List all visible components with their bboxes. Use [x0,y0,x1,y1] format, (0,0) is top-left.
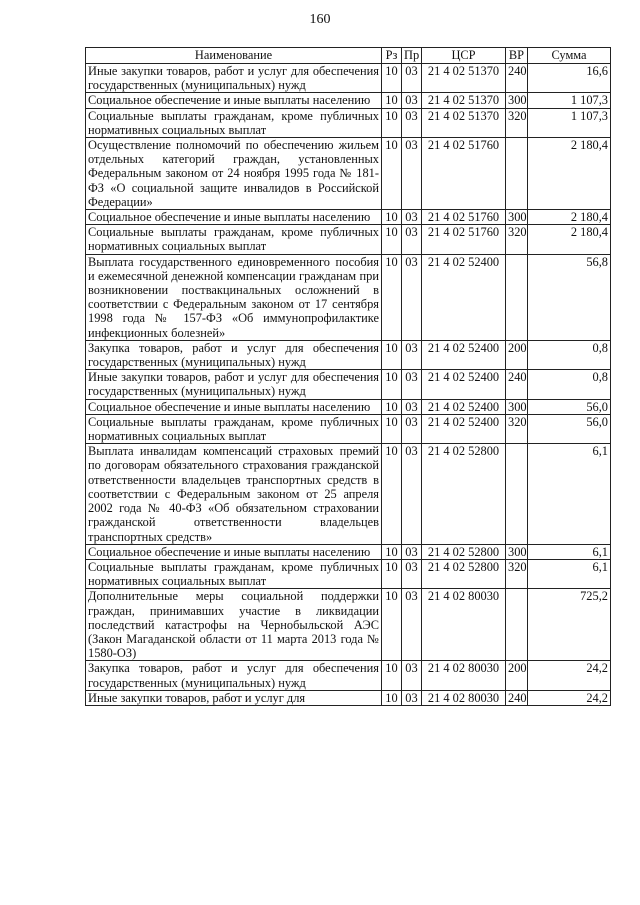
cell-pr: 03 [402,444,422,544]
cell-rz: 10 [382,254,402,340]
cell-vr [506,589,528,661]
cell-name: Социальные выплаты гражданам, кроме публичных нормативных социальных выплат [86,414,382,443]
table-row [86,399,611,414]
cell-sum: 0,8 [528,370,611,399]
cell-sum: 0,8 [528,340,611,369]
cell-name: Выплата инвалидам компенсаций страховых премий по договорам обязательного страхования гражданской ответственности владельцев транспортных средств в соответствии с Федеральным законом от 25 апреля 2002 года № 40-ФЗ «Об обязательном страховании гражданской ответственности владельцев транспортных средств» [86,444,382,544]
cell-pr: 03 [402,661,422,690]
cell-csr: 21 4 02 51760 [422,138,506,210]
cell-csr: 21 4 02 51760 [422,225,506,254]
cell-vr: 320 [506,108,528,137]
cell-rz: 10 [382,414,402,443]
cell-rz: 10 [382,690,402,705]
table-row [86,254,611,340]
cell-pr: 03 [402,64,422,93]
cell-name: Выплата государственного единовременного пособия и ежемесячной денежной компенсации гражданам при возникновении поствакцинальных осложнений в соответствии с Федеральным законом от 17 сентября 1998 года № 157-ФЗ «Об иммунопрофилактике инфекционных болезней» [86,254,382,340]
cell-sum: 2 180,4 [528,138,611,210]
cell-rz: 10 [382,370,402,399]
cell-csr: 21 4 02 52400 [422,370,506,399]
cell-rz: 10 [382,661,402,690]
page-number: 160 [309,12,331,27]
cell-sum: 56,8 [528,254,611,340]
cell-sum: 6,1 [528,444,611,544]
cell-vr [506,138,528,210]
column-header-vr: ВР [506,48,528,64]
cell-sum: 24,2 [528,661,611,690]
cell-rz: 10 [382,210,402,225]
cell-pr: 03 [402,544,422,559]
cell-vr: 300 [506,399,528,414]
cell-csr: 21 4 02 80030 [422,661,506,690]
table-row [86,690,611,705]
cell-rz: 10 [382,399,402,414]
column-header-rz: Рз [382,48,402,64]
cell-csr: 21 4 02 52400 [422,399,506,414]
cell-rz: 10 [382,64,402,93]
cell-csr: 21 4 02 51370 [422,93,506,108]
cell-vr: 320 [506,225,528,254]
table-row [86,544,611,559]
cell-sum: 56,0 [528,399,611,414]
cell-csr: 21 4 02 52400 [422,254,506,340]
cell-sum: 1 107,3 [528,93,611,108]
cell-csr: 21 4 02 80030 [422,589,506,661]
cell-pr: 03 [402,254,422,340]
column-header-csr: ЦСР [422,48,506,64]
cell-csr: 21 4 02 51370 [422,64,506,93]
cell-pr: 03 [402,690,422,705]
cell-sum: 6,1 [528,559,611,588]
cell-name: Социальное обеспечение и иные выплаты населению [86,544,382,559]
cell-sum: 6,1 [528,544,611,559]
cell-rz: 10 [382,589,402,661]
cell-name: Социальное обеспечение и иные выплаты населению [86,399,382,414]
budget-table [85,47,611,706]
cell-sum: 2 180,4 [528,225,611,254]
cell-pr: 03 [402,399,422,414]
cell-csr: 21 4 02 52400 [422,340,506,369]
cell-csr: 21 4 02 51760 [422,210,506,225]
cell-sum: 56,0 [528,414,611,443]
table-row [86,64,611,93]
cell-sum: 24,2 [528,690,611,705]
cell-name: Социальные выплаты гражданам, кроме публичных нормативных социальных выплат [86,559,382,588]
cell-pr: 03 [402,414,422,443]
cell-pr: 03 [402,210,422,225]
cell-sum: 1 107,3 [528,108,611,137]
cell-rz: 10 [382,93,402,108]
cell-vr: 200 [506,661,528,690]
cell-csr: 21 4 02 52400 [422,414,506,443]
cell-pr: 03 [402,340,422,369]
table-row [86,225,611,254]
table-row [86,589,611,661]
table-row [86,444,611,544]
cell-pr: 03 [402,370,422,399]
table-row [86,340,611,369]
cell-sum: 16,6 [528,64,611,93]
cell-name: Дополнительные меры социальной поддержки граждан, принимавших участие в ликвидации последствий катастрофы на Чернобыльской АЭС (Закон Магаданской области от 11 марта 2013 года № 1580-ОЗ) [86,589,382,661]
cell-vr: 300 [506,93,528,108]
cell-vr: 240 [506,64,528,93]
cell-rz: 10 [382,544,402,559]
cell-vr: 320 [506,559,528,588]
cell-name: Закупка товаров, работ и услуг для обеспечения государственных (муниципальных) нужд [86,661,382,690]
column-header-pr: Пр [402,48,422,64]
cell-vr: 240 [506,370,528,399]
cell-rz: 10 [382,340,402,369]
cell-rz: 10 [382,444,402,544]
cell-name: Социальное обеспечение и иные выплаты населению [86,93,382,108]
cell-name: Иные закупки товаров, работ и услуг для обеспечения государственных (муниципальных) нужд [86,370,382,399]
column-header-sum: Сумма [528,48,611,64]
cell-vr [506,254,528,340]
table-row [86,108,611,137]
cell-name: Социальные выплаты гражданам, кроме публичных нормативных социальных выплат [86,108,382,137]
table-row [86,559,611,588]
cell-pr: 03 [402,138,422,210]
cell-pr: 03 [402,108,422,137]
cell-name: Социальные выплаты гражданам, кроме публичных нормативных социальных выплат [86,225,382,254]
cell-pr: 03 [402,559,422,588]
cell-pr: 03 [402,225,422,254]
table-row [86,210,611,225]
table-row [86,414,611,443]
cell-sum: 725,2 [528,589,611,661]
cell-csr: 21 4 02 52800 [422,544,506,559]
cell-rz: 10 [382,225,402,254]
cell-vr: 320 [506,414,528,443]
cell-csr: 21 4 02 80030 [422,690,506,705]
column-header-name: Наименование [86,48,382,64]
table-row [86,138,611,210]
cell-name: Осуществление полномочий по обеспечению жильем отдельных категорий граждан, установленных Федеральным законом от 24 ноября 1995 года № 181-ФЗ «О социальной защите инвалидов в Российской Федерации» [86,138,382,210]
cell-csr: 21 4 02 52800 [422,444,506,544]
cell-name: Иные закупки товаров, работ и услуг для [86,690,382,705]
table-row [86,661,611,690]
cell-vr: 300 [506,544,528,559]
cell-vr: 240 [506,690,528,705]
cell-vr: 300 [506,210,528,225]
table-row [86,93,611,108]
cell-vr: 200 [506,340,528,369]
cell-sum: 2 180,4 [528,210,611,225]
cell-rz: 10 [382,559,402,588]
cell-rz: 10 [382,108,402,137]
cell-pr: 03 [402,589,422,661]
table-header-row [86,48,611,64]
cell-pr: 03 [402,93,422,108]
cell-name: Иные закупки товаров, работ и услуг для обеспечения государственных (муниципальных) нужд [86,64,382,93]
cell-rz: 10 [382,138,402,210]
table-row [86,370,611,399]
cell-name: Закупка товаров, работ и услуг для обеспечения государственных (муниципальных) нужд [86,340,382,369]
cell-name: Социальное обеспечение и иные выплаты населению [86,210,382,225]
cell-csr: 21 4 02 52800 [422,559,506,588]
cell-vr [506,444,528,544]
cell-csr: 21 4 02 51370 [422,108,506,137]
